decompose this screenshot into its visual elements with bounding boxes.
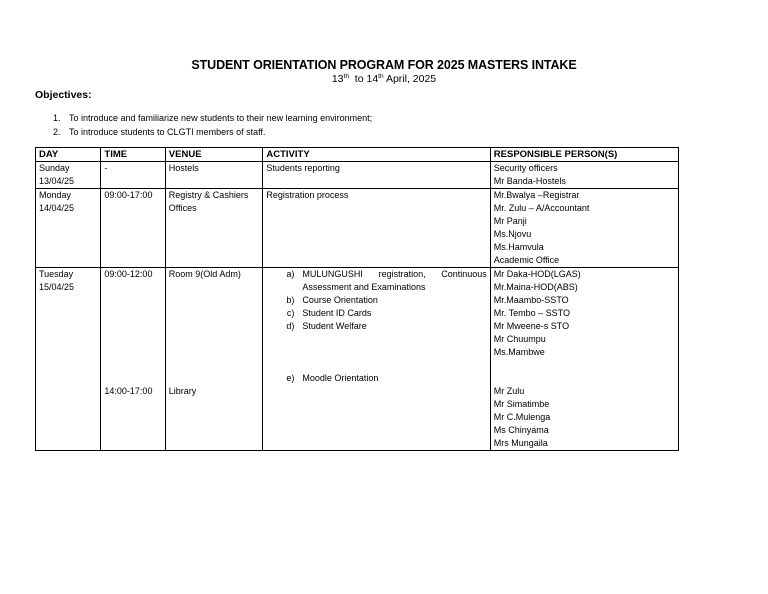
- time-slot-afternoon: 14:00-17:00: [104, 386, 153, 396]
- activity-marker: b): [286, 295, 295, 305]
- responsible-person: Security officers: [493, 163, 558, 173]
- objectives-list: [35, 111, 372, 139]
- responsible-person: Mrs Mungaila: [493, 438, 548, 448]
- activity-cell: [263, 268, 490, 451]
- start-day: 13: [331, 73, 344, 85]
- activity-item: [266, 268, 486, 294]
- responsible-person: Mr Daka-HOD(LGAS): [493, 269, 581, 279]
- responsible-person: Ms.Njovu: [493, 229, 532, 239]
- header-venue: VENUE: [165, 148, 263, 162]
- activity-text: Student ID Cards: [302, 308, 372, 318]
- activity-text: Moodle Orientation: [302, 373, 379, 383]
- day-date: 15/04/25: [39, 282, 75, 292]
- day-date: 14/04/25: [39, 203, 75, 213]
- venue-afternoon: Library: [168, 386, 197, 396]
- date-connector: to: [354, 73, 364, 85]
- table-row: [36, 162, 679, 189]
- objective-item: [35, 125, 372, 139]
- responsible-person: Academic Office: [493, 255, 560, 265]
- activity-marker: d): [286, 321, 295, 331]
- end-day: 14: [366, 73, 379, 85]
- activity-marker: e): [286, 373, 295, 383]
- activity-text: Course Orientation: [302, 295, 378, 305]
- responsible-person: Mr.Maina-HOD(ABS): [493, 282, 578, 292]
- start-day-suffix: th: [343, 73, 349, 80]
- header-responsible: RESPONSIBLE PERSON(S): [490, 148, 678, 162]
- activity-cell: Students reporting: [263, 162, 490, 189]
- objective-number: 2.: [53, 127, 61, 137]
- activity-item: [266, 320, 486, 333]
- table-header-row: [36, 148, 679, 162]
- responsible-cell: [490, 189, 678, 268]
- responsible-person: Mr C.Mulenga: [493, 412, 551, 422]
- objective-item: [35, 111, 372, 125]
- activity-text: Student Welfare: [302, 321, 367, 331]
- responsible-person: Mr.Bwalya –Registrar: [493, 190, 580, 200]
- objective-text: To introduce students to CLGTI members of staff.: [69, 127, 266, 137]
- venue-cell: Hostels: [165, 162, 263, 189]
- date-rest: April, 2025: [385, 73, 437, 85]
- venue-morning: Room 9(Old Adm): [168, 269, 241, 279]
- activity-text: MULUNGUSHI registration, Continuous Assessment and Examinations: [302, 269, 487, 292]
- activity-item: [266, 307, 486, 320]
- day-cell: [36, 189, 101, 268]
- responsible-person: Mr.Maambo-SSTO: [493, 295, 569, 305]
- time-slot-morning: 09:00-12:00: [104, 269, 153, 279]
- table-row: [36, 268, 679, 451]
- responsible-person: Mr Banda-Hostels: [493, 176, 566, 186]
- day-name: Sunday: [39, 163, 70, 173]
- header-activity: ACTIVITY: [263, 148, 490, 162]
- day-name: Tuesday: [39, 269, 74, 279]
- day-cell: [36, 268, 101, 451]
- day-name: Monday: [39, 190, 72, 200]
- time-cell: -: [101, 162, 165, 189]
- activity-marker: c): [286, 308, 295, 318]
- page-title: STUDENT ORIENTATION PROGRAM FOR 2025 MASTERS INTAKE: [191, 58, 577, 72]
- orientation-schedule-table: [35, 147, 679, 451]
- end-day-suffix: th: [378, 73, 384, 80]
- objectives-heading: Objectives:: [35, 89, 92, 101]
- responsible-person: Mr. Tembo – SSTO: [493, 308, 570, 318]
- activity-item: [266, 372, 486, 385]
- responsible-cell: [490, 268, 678, 451]
- activity-cell: Registration process: [263, 189, 490, 268]
- venue-cell: [165, 268, 263, 451]
- activity-list-afternoon: [266, 372, 486, 385]
- time-cell: 09:00-17:00: [101, 189, 165, 268]
- responsible-person: Mr Simatimbe: [493, 399, 550, 409]
- day-date: 13/04/25: [39, 176, 75, 186]
- day-cell: [36, 162, 101, 189]
- activity-marker: a): [286, 269, 295, 279]
- venue-cell: Registry & Cashiers Offices: [165, 189, 263, 268]
- responsible-person: Mr Mweene-s STO: [493, 321, 570, 331]
- responsible-person: Mr. Zulu – A/Accountant: [493, 203, 590, 213]
- objective-number: 1.: [53, 113, 61, 123]
- header-day: DAY: [36, 148, 101, 162]
- responsible-person: Mr Panji: [493, 216, 527, 226]
- table-row: [36, 189, 679, 268]
- responsible-person: Mr Chuumpu: [493, 334, 546, 344]
- program-dates: [0, 73, 768, 85]
- time-cell: [101, 268, 165, 451]
- responsible-person: Mr Zulu: [493, 386, 525, 396]
- responsible-person: Ms.Hamvula: [493, 242, 544, 252]
- responsible-person: Ms Chinyama: [493, 425, 549, 435]
- responsible-person: Ms.Mambwe: [493, 347, 545, 357]
- responsible-cell: [490, 162, 678, 189]
- activity-item: [266, 294, 486, 307]
- activity-list-morning: [266, 268, 486, 333]
- objective-text: To introduce and familiarize new students to their new learning environment;: [69, 113, 373, 123]
- header-time: TIME: [101, 148, 165, 162]
